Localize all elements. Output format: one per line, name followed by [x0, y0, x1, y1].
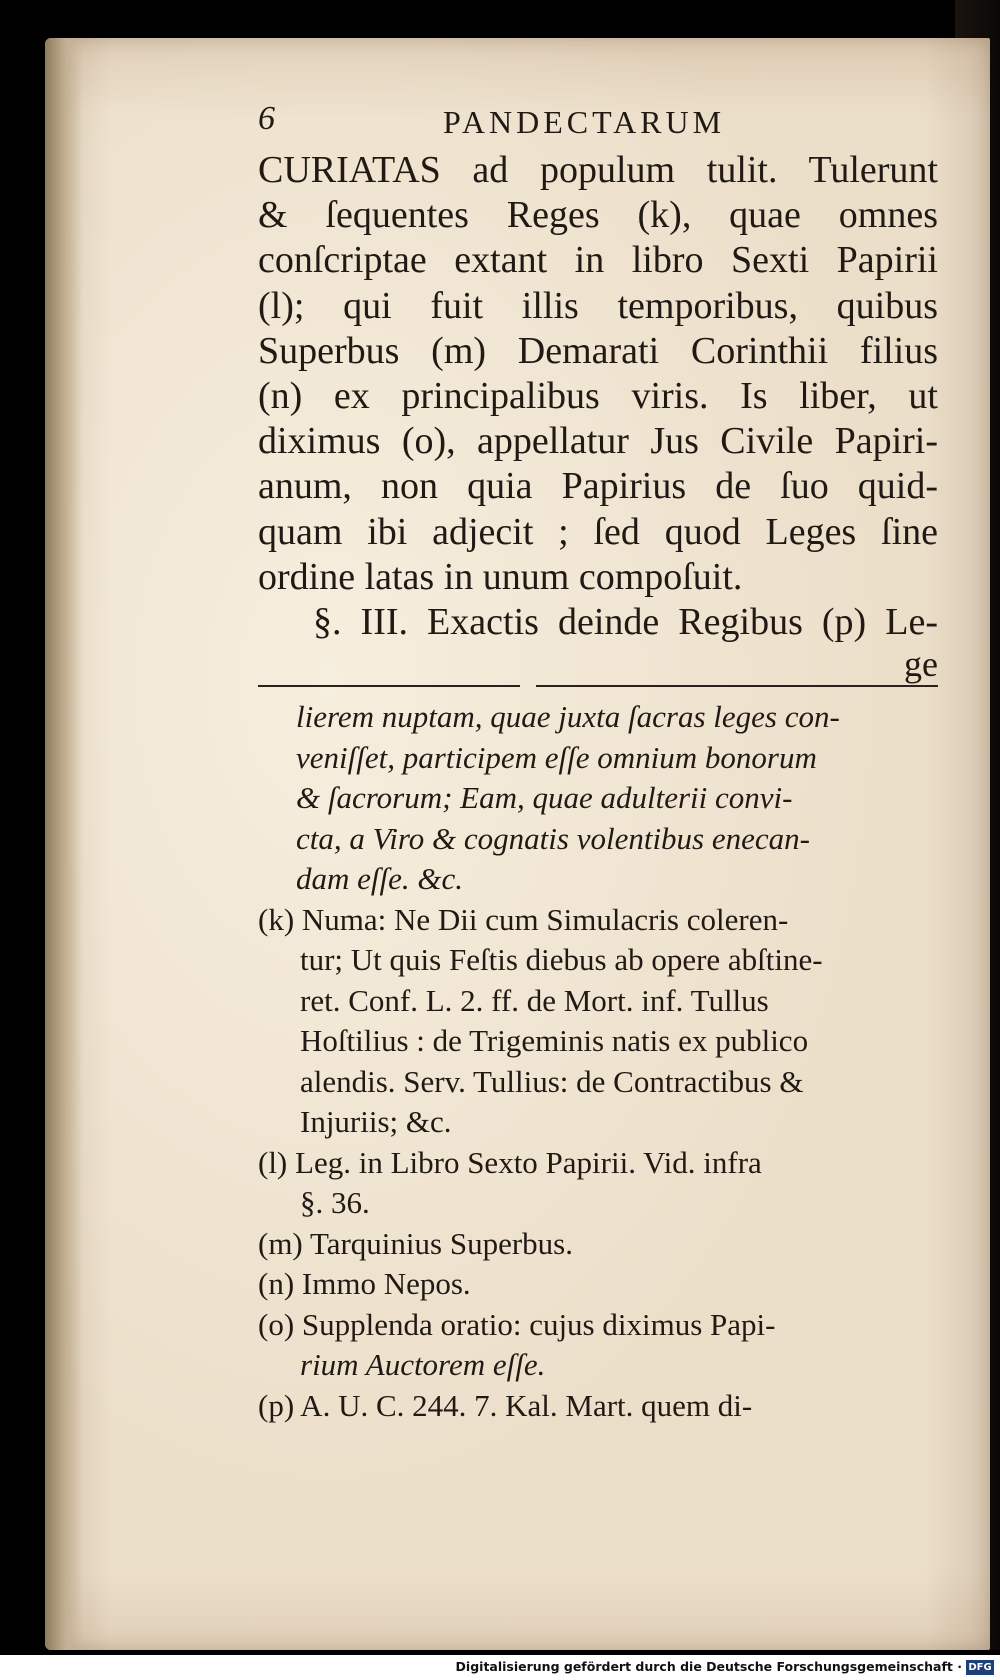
running-head: PANDECTARUM	[443, 104, 726, 140]
page-text-block	[258, 100, 938, 1426]
footnote-line: Hoſtilius : de Trigeminis natis ex publico	[300, 1023, 809, 1059]
footnote-line: tur; Ut quis Feſtis diebus ab opere abſtine-	[300, 942, 823, 978]
footnote-line: dam eſſe. &c.	[296, 861, 464, 897]
main-text-line: (l); qui fuit illis temporibus, quibus	[258, 284, 938, 327]
main-text-line: conſcriptae extant in libro Sexti Papirii	[258, 239, 938, 282]
footnote-separator	[258, 685, 938, 687]
main-text-line: (n) ex principalibus viris. Is liber, ut	[258, 375, 938, 418]
footnote-line: cta, a Viro & cognatis volentibus enecan-	[296, 820, 810, 856]
main-text-line: diximus (o), appellatur Jus Civile Papiri-	[258, 420, 938, 463]
funding-credit: Digitalisierung gefördert durch die Deutsche Forschungsgemeinschaft ·	[455, 1659, 962, 1674]
main-text-line: ordine latas in unum compoſuit.	[258, 555, 743, 598]
main-text	[258, 148, 938, 645]
footnote-l: (l) Leg. in Libro Sexto Papirii. Vid. infra	[258, 1144, 762, 1180]
footnote-line: & ſacrorum; Eam, quae adulterii convi-	[296, 780, 793, 816]
footnote-line: ret. Conf. L. 2. ff. de Mort. inf. Tullus	[300, 982, 769, 1018]
main-text-line: CURIATAS ad populum tulit. Tulerunt	[258, 149, 938, 191]
page-header	[258, 100, 938, 148]
main-text-line: & ſequentes Reges (k), quae omnes	[258, 194, 938, 237]
footnote-line: rium Auctorem eſſe.	[300, 1347, 546, 1383]
page-number: 6	[258, 100, 275, 137]
footnote-n: (n) Immo Nepos.	[258, 1266, 471, 1302]
footnote-rule-right	[536, 685, 938, 687]
footnotes	[258, 697, 938, 1426]
footnote-line: Injuriis; &c.	[300, 1104, 452, 1140]
footnote-rule-left	[258, 685, 520, 687]
main-text-line: Superbus (m) Demarati Corinthii filius	[258, 329, 938, 372]
digitization-footer	[0, 1655, 1000, 1680]
footnote-line: §. 36.	[300, 1185, 370, 1221]
main-text-line: quam ibi adjecit ; ſed quod Leges ſine	[258, 510, 938, 553]
footnote-m: (m) Tarquinius Superbus.	[258, 1225, 573, 1261]
page-binding-edge	[45, 38, 83, 1650]
footnote-p: (p) A. U. C. 244. 7. Kal. Mart. quem di-	[258, 1387, 753, 1423]
catchword: ge	[904, 644, 938, 685]
footnote-line: lierem nuptam, quae juxta ſacras leges con-	[296, 699, 840, 735]
footnote-o: (o) Supplenda oratio: cujus diximus Papi-	[258, 1306, 776, 1342]
footnote-line: alendis. Serv. Tullius: de Contractibus &	[300, 1063, 804, 1099]
footnote-line: veniſſet, participem eſſe omnium bonorum	[296, 739, 817, 775]
dfg-logo: DFG	[966, 1660, 994, 1675]
footnote-k: (k) Numa: Ne Dii cum Simulacris coleren-	[258, 901, 789, 937]
main-text-line: anum, non quia Papirius de ſuo quid-	[258, 465, 938, 508]
section-heading-line: §. III. Exactis deinde Regibus (p) Le-	[313, 601, 938, 644]
